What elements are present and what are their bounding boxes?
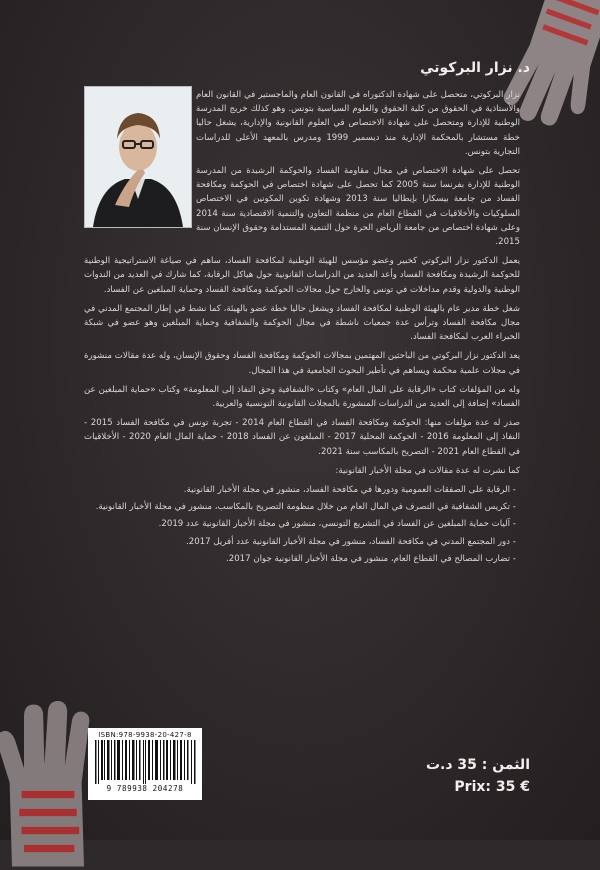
list-item: - دور المجتمع المدني في مكافحة الفساد، منشور في مجلة الأخبار القانونية عدد أفريل 2017. — [84, 535, 510, 549]
price-euro: Prix: 35 € — [454, 779, 530, 795]
list-item: - تضارب المصالح في القطاع العام، منشور في مجلة الأخبار القانونية جوان 2017. — [84, 552, 510, 566]
price-local: الثمن : 35 د.ت — [425, 757, 530, 773]
price-block — [426, 757, 530, 795]
barcode-bars — [93, 740, 197, 784]
bio-paragraph: يعمل الدكتور نزار البركوتي كخبير وعضو مؤسس للهيئة الوطنية لمكافحة الفساد، ساهم في صياغة الاستراتيجية الوطنية للحوكمة الرشيدة ومكافحة الفساد وأعد العديد من الدراسات القانونية حول هياكل الرقابة، كما شارك في العديد من الندوات الوطنية والدولية وقدم مداخلات في تونس والخارج حول مجالات الحوكمة ومكافحة الفساد وحماية المبلغين عن الفساد. — [84, 256, 520, 295]
bio-paragraph: كما نشرت له عدة مقالات في مجلة الأخبار القانونية: — [335, 465, 520, 476]
bio-paragraph: شغل خطة مدير عام بالهيئة الوطنية لمكافحة الفساد ويشغل حاليا خطة عضو بالهيئة، كما نشط في إطار المجتمع المدني في مجال مكافحة الفساد وترأس عدة جمعيات ناشطة في مجال الحوكمة والشفافية وحماية المبلغين وهو عضو في شبكة الخبراء العرب لمكافحة الفساد. — [84, 303, 520, 343]
bio-paragraph: يعد الدكتور نزار البركوتي من الباحثين المهتمين بمجالات الحوكمة ومكافحة الفساد وحقوق الإنسان، وله عدة مقالات منشورة في مجلات علمية محكمة ويساهم في تأطير البحوث الجامعية في هذا المجال. — [84, 351, 520, 376]
author-biography — [84, 88, 520, 585]
bio-paragraph: صدر له عدة مؤلفات منها: الحوكمة ومكافحة الفساد في القطاع العام 2014 - تجربة تونس في مكافحة الفساد 2015 - النفاذ إلى المعلومة 2016 - الحوكمة المحلية 2017 - المبلغون عن الفساد 2018 - حماية المال العام 2020 - الأخلاقيات في القطاع العام 2021 - التصريح بالمكاسب سنة 2021. — [84, 418, 521, 457]
isbn-barcode — [88, 728, 202, 800]
bio-paragraph: وله من المؤلفات كتاب «الرقابة على المال العام» وكتاب «الشفافية وحق النفاذ إلى المعلومة» وكتاب «حماية المبلغين عن الفساد» إضافة إلى العديد من الدراسات المنشورة بالمجلات القانونية التونسية والعربية. — [84, 384, 520, 410]
publication-list — [84, 483, 520, 566]
author-name: د. نزار البركوتي — [420, 60, 530, 76]
bio-paragraph: تحصل على شهادة الاختصاص في مجال مقاومة الفساد والحوكمة الرشيدة من المدرسة الوطنية للإدارة بفرنسا سنة 2005 كما تحصل على شهادة اختصاص في الحوكمة ومكافحة الفساد من جامعة بيسكارا بإيطاليا سنة 2013 وشهادة تكوين المكونين في الاختصاص السلوكيات والأخلاقيات في القطاع العام من منظمة التعاون والتنمية الاقتصادية سنة 2014 وعلى شهادة اختصاص من جامعة الرياض الحرة حول التنمية المستدامة وحقوق الإنسان سنة 2015. — [196, 166, 520, 248]
isbn-text: ISBN:978-9938-20-427-8 — [98, 731, 192, 739]
list-item: - تكريس الشفافية في التصرف في المال العام من خلال منظومة التصريح بالمكاسب، منشور في مجلة الأخبار القانونية. — [84, 500, 510, 514]
barcode-number: 9 789938 204278 — [106, 784, 184, 793]
list-item: - آليات حماية المبلغين عن الفساد في التشريع التونسي، منشور في مجلة الأخبار القانونية عدد 2019. — [84, 517, 510, 531]
list-item: - الرقابة على الصفقات العمومية ودورها في مكافحة الفساد، منشور في مجلة الأخبار القانونية. — [84, 483, 510, 497]
bio-paragraph: نزار البركوتي، متحصل على شهادة الدكتوراه في القانون العام والماجستير في القانون العام والأستاذية في الحقوق من كلية الحقوق والعلوم السياسية بتونس. وهو كذلك خريج المدرسة الوطنية للإدارة ومتحصل على شهادة الاختصاص في العلوم القانونية والإدارية، يشغل حاليا خطة مستشار بالمحكمة الإدارية منذ ديسمبر 1999 ومدرس بالمعهد الأعلى للدراسات التجارية بتونس. — [196, 90, 520, 157]
